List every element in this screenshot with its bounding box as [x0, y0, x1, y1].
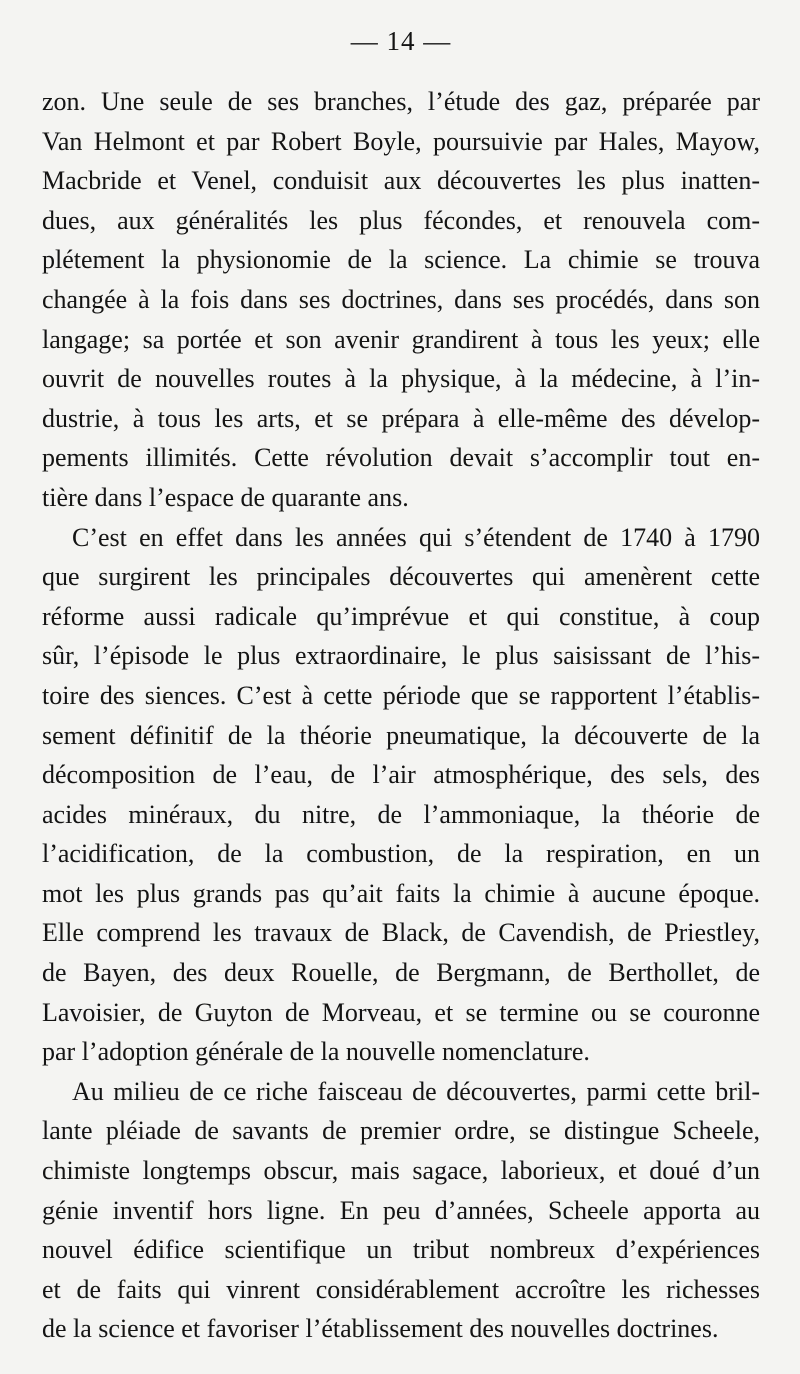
text-line: de la science et favoriser l’établissement des nouvelles doctrines.	[42, 1314, 719, 1344]
text-line: de Bayen, des deux Rouelle, de Bergmann, de Berthollet, de	[42, 958, 760, 988]
text-line: mot les plus grands pas qu’ait faits la chimie à aucune époque.	[42, 878, 760, 908]
text-line: zon. Une seule de ses branches, l’étude des gaz, préparée par	[42, 87, 760, 116]
text-line: changée à la fois dans ses doctrines, dans ses procédés, dans son	[42, 284, 760, 314]
paragraph	[42, 518, 760, 1072]
text-line: C’est en effet dans les années qui s’étendent de 1740 à 1790	[72, 522, 760, 552]
text-line: Au milieu de ce riche faisceau de découvertes, parmi cette bril-	[72, 1076, 760, 1106]
text-line: acides minéraux, du nitre, de l’ammoniaque, la théorie de	[42, 799, 760, 829]
text-line: dustrie, à tous les arts, et se prépara à elle-même des dévelop-	[42, 403, 760, 433]
text-line: que surgirent les principales découvertes qui amenèrent cette	[42, 562, 760, 592]
paragraph	[42, 82, 760, 518]
page-number: — 14 —	[350, 26, 452, 56]
text-line: ouvrit de nouvelles routes à la physique, à la médecine, à l’in-	[42, 364, 760, 394]
body-text	[42, 82, 760, 1349]
text-line: sûr, l’épisode le plus extraordinaire, le plus saisissant de l’his-	[42, 641, 760, 671]
text-line: plétement la physionomie de la science. La chimie se trouva	[42, 245, 760, 275]
text-line: chimiste longtemps obscur, mais sagace, laborieux, et doué d’un	[42, 1156, 760, 1186]
text-line: dues, aux généralités les plus fécondes, et renouvela com-	[42, 205, 760, 235]
text-line: lante pléiade de savants de premier ordre, se distingue Scheele,	[42, 1116, 760, 1146]
text-line: décomposition de l’eau, de l’air atmosphérique, des sels, des	[42, 760, 760, 790]
text-line: Lavoisier, de Guyton de Morveau, et se termine ou se couronne	[42, 997, 760, 1027]
text-line: génie inventif hors ligne. En peu d’années, Scheele apporta au	[42, 1195, 760, 1225]
text-line: l’acidification, de la combustion, de la respiration, en un	[42, 839, 760, 869]
text-line: pements illimités. Cette révolution devait s’accomplir tout en-	[42, 443, 760, 473]
text-line: langage; sa portée et son avenir grandirent à tous les yeux; elle	[42, 324, 760, 354]
text-line: réforme aussi radicale qu’imprévue et qui constitue, à coup	[42, 601, 760, 631]
text-line: nouvel édifice scientifique un tribut nombreux d’expériences	[42, 1235, 760, 1265]
text-line: par l’adoption générale de la nouvelle nomenclature.	[42, 1037, 590, 1067]
text-line: Macbride et Venel, conduisit aux découvertes les plus inatten-	[42, 166, 760, 196]
text-line: tière dans l’espace de quarante ans.	[42, 482, 409, 512]
text-line: Elle comprend les travaux de Black, de Cavendish, de Priestley,	[42, 918, 760, 948]
text-line: sement définitif de la théorie pneumatique, la découverte de la	[42, 720, 760, 750]
text-line: toire des siences. C’est à cette période que se rapportent l’établis-	[42, 680, 760, 710]
text-line: Van Helmont et par Robert Boyle, poursuivie par Hales, Mayow,	[42, 126, 760, 156]
paragraph	[42, 1072, 760, 1349]
text-line: et de faits qui vinrent considérablement accroître les richesses	[42, 1274, 760, 1304]
